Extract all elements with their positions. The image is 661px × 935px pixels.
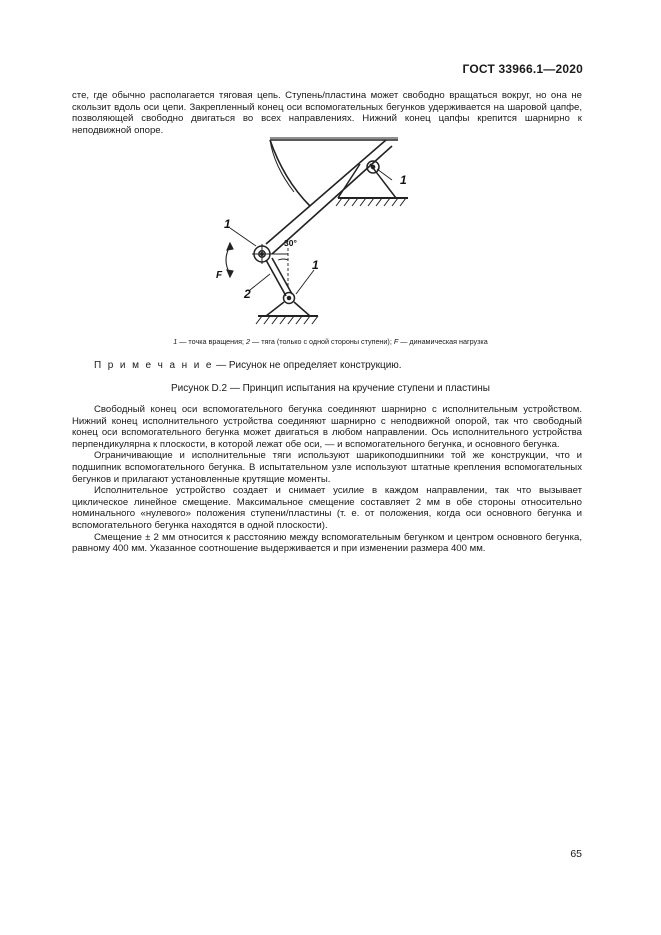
paragraph-3: Исполнительное устройство создает и снимает усилие в каждом направлении, так что вызывает циклическое линейное смещение. Максимальное смещение составляет 2 мм в обе стороны относительно номинального «нулевого» положения ступени/пластины (т. е. от положения, когда оси основного бегунка и вспомогательного бегунка находятся в одной плоскости). <box>72 485 582 531</box>
figure-note <box>94 360 402 371</box>
figure-title: Рисунок D.2 — Принцип испытания на кручение ступени и пластины <box>170 383 490 394</box>
upper-hatch <box>336 198 406 206</box>
note-prefix: П р и м е ч а н и е <box>94 360 214 371</box>
upper-support <box>338 161 408 198</box>
figure-diagram <box>200 136 410 328</box>
paragraph-2: Ограничивающие и исполнительные тяги используют шарикоподшипники той же конструкции, что и подшипник вспомогательного бегунка. В испытательном узле используют штатные крепления вспомогательных бегунков и прилагают установленные крутящие моменты. <box>72 450 582 485</box>
label-2: 2 <box>244 287 251 301</box>
legend-n1: 1 <box>173 337 178 346</box>
step-plate <box>270 138 398 206</box>
force-arrow <box>226 243 233 277</box>
document-header: ГОСТ 33966.1—2020 <box>462 62 583 76</box>
legend-t1: — точка вращения; <box>177 337 247 346</box>
figure-legend <box>0 337 661 346</box>
bottom-hatch <box>256 316 318 324</box>
label-1-left: 1 <box>224 217 231 231</box>
paragraph-4: Смещение ± 2 мм относится к расстоянию между вспомогательным бегунком и центром основного бегунка, равному 400 мм. Указанное соотношение выдерживается и при изменении размера 400 мм. <box>72 531 582 555</box>
paragraph-1: Свободный конец оси вспомогательного бегунка соединяют шарнирно с исполнительным устройством. Нижний конец исполнительного устройства соединяют шарнирно с неподвижной опорой, так что свободный конец оси вспомогательного бегунка может двигаться в любом направлении. Ось исполнительного устройства перпендикулярна к плоскости, в которой лежат обе оси, — и вспомогательного бегунка, и основного бегунка. <box>72 404 582 450</box>
intro-paragraph: сте, где обычно располагается тяговая цепь. Ступень/пластина может свободно вращаться вокруг, но она не скользит вдоль оси цепи. Закрепленный конец оси вспомогательных бегунков удерживается на шаровой цапфе, позволяющей свободно двигаться во всех направлениях. Нижний конец цапфы крепится шарнирно к неподвижной опоре. <box>72 90 582 136</box>
label-force: F <box>216 270 223 281</box>
legend-n2: 2 <box>246 337 251 346</box>
label-1-bottom: 1 <box>312 258 319 272</box>
page-number: 65 <box>570 848 582 860</box>
body-text <box>72 404 582 555</box>
leader-lines <box>230 169 392 294</box>
note-text: — Рисунок не определяет конструкцию. <box>213 360 402 371</box>
legend-tF: — динамическая нагрузка <box>398 337 488 346</box>
legend-t2: — тяга (только с одной стороны ступени); <box>250 337 394 346</box>
label-1-top: 1 <box>400 173 407 187</box>
bottom-support <box>258 293 318 317</box>
legend-nF: F <box>393 337 399 346</box>
label-angle: 30° <box>284 238 297 248</box>
